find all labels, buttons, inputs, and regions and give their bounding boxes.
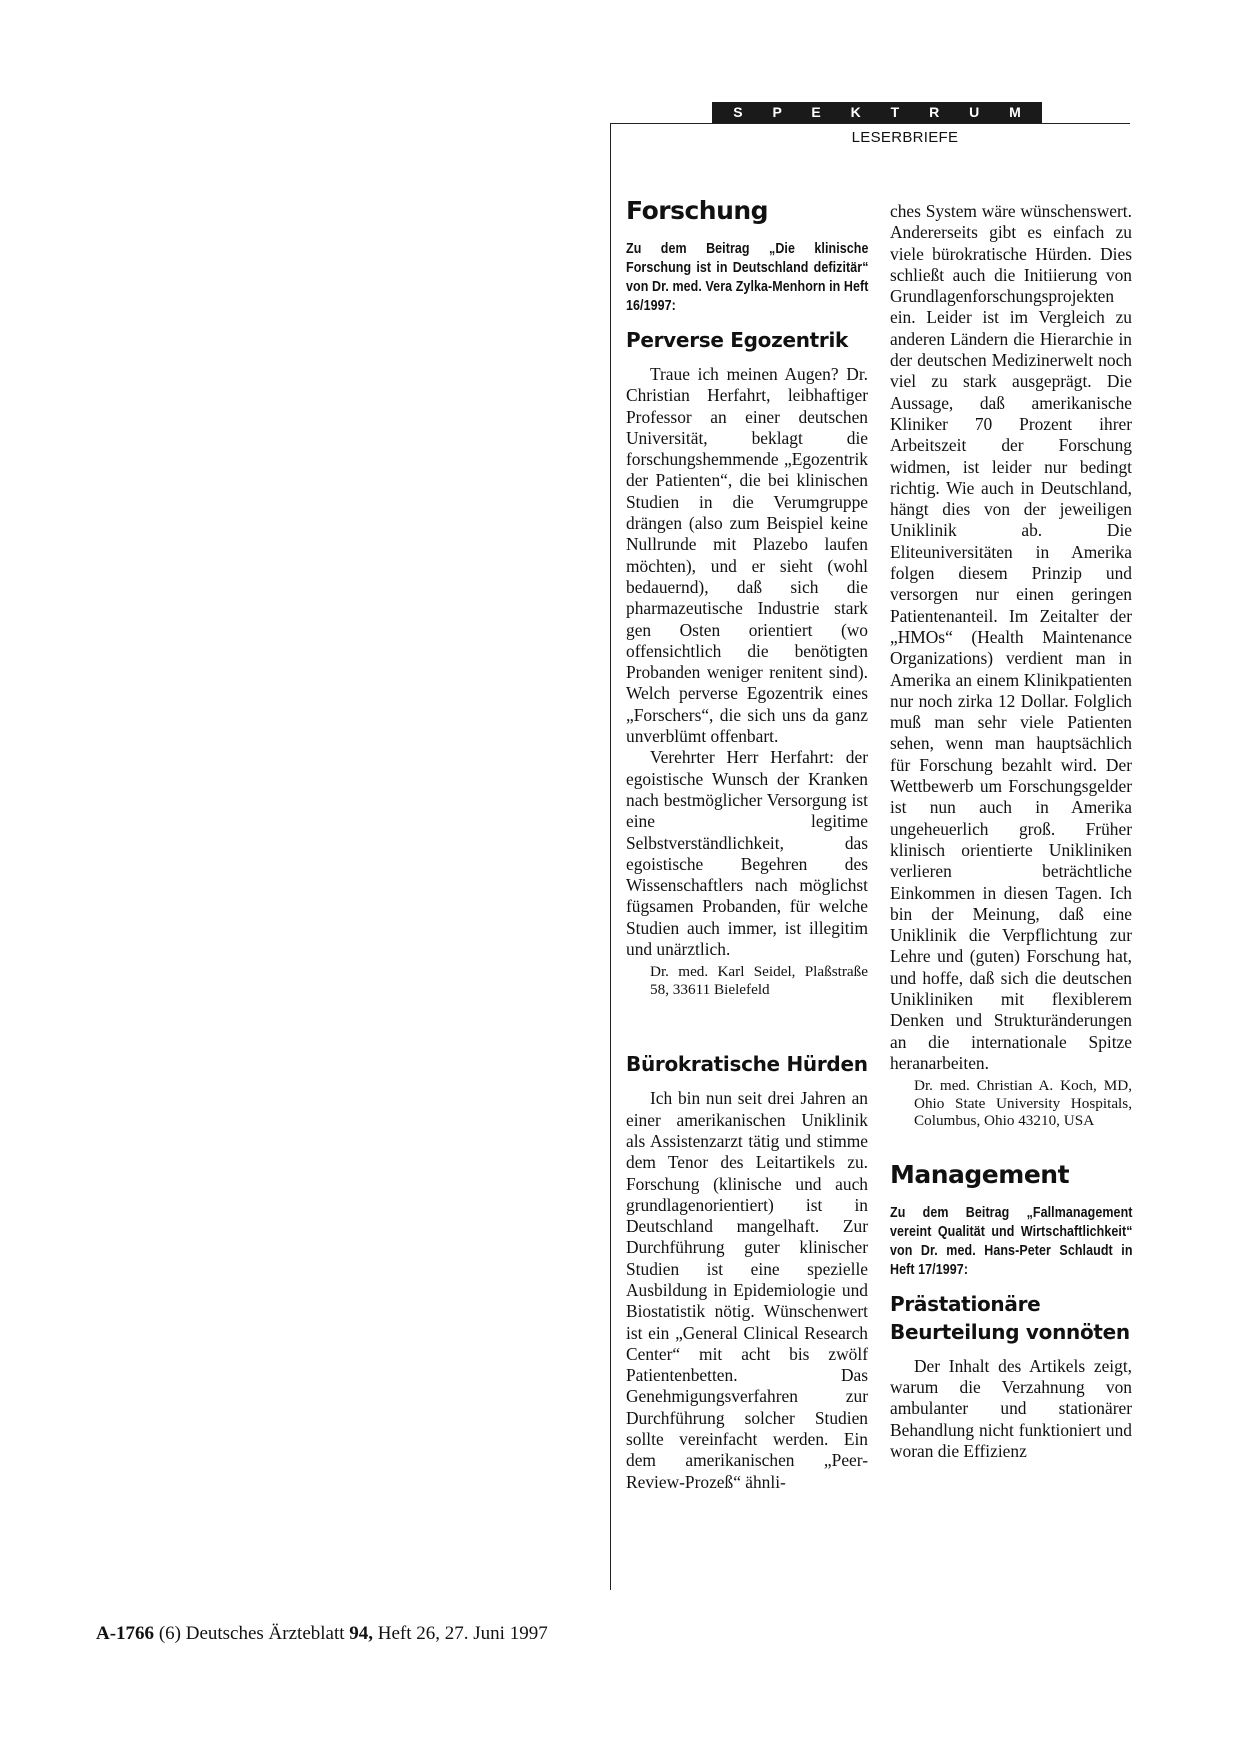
intro-management: Zu dem Beitrag „Fallmanagement vereint Qualität und Wirtschaftlichkeit“ von Dr. med. Hans-Peter Schlaudt in Heft 17/1997:	[890, 1204, 1133, 1278]
letter-signature: Dr. med. Karl Seidel, Plaßstraße 58, 33611 Bielefeld	[650, 963, 868, 998]
footer-journal: (6) Deutsches Ärzteblatt	[158, 1623, 345, 1644]
section-label: LESERBRIEFE	[851, 129, 959, 146]
letter-paragraph: Der Inhalt des Artikels zeigt, warum die Verzahnung von ambulanter und stationärer Behandlung nicht funktioniert und woran die Effizienz	[890, 1355, 1132, 1461]
section-title-management: Management	[890, 1159, 1070, 1189]
header-rule	[610, 123, 1130, 124]
column-1	[626, 196, 868, 1493]
page-footer	[96, 1623, 548, 1645]
section-title-forschung: Forschung	[626, 196, 769, 225]
letter-signature: Dr. med. Christian A. Koch, MD, Ohio State University Hospitals, Columbus, Ohio 43210, USA	[914, 1077, 1132, 1130]
letter-paragraph: Verehrter Herr Herfahrt: der egoistische Wunsch der Kranken nach bestmöglicher Versorgung ist eine legitime Selbstverständlichkeit, das egoistische Begehren des Wissenschaftlers nach möglichst fügsamen Probanden, für welche Studien auch immer, ist illegitim und unärztlich.	[626, 747, 868, 960]
spacer	[626, 998, 868, 1044]
letter-paragraph: Traue ich meinen Augen? Dr. Christian Herfahrt, leibhaftiger Professor an einer deutschen Universität, beklagt die forschungshemmende „Egozentrik der Patienten“, die bei klinischen Studien in die Verumgruppe drängen (also zum Beispiel keine Nullrunde mit Plazebo laufen möchten), und er sieht (wohl bedauernd), daß sich die pharmazeutische Industrie stark gen Osten orientiert (wo offensichtlich die benötigten Probanden weniger renitent sind). Welch perverse Egozentrik eines „Forschers“, die sich uns da ganz unverblümt offenbart.	[626, 364, 868, 747]
intro-forschung: Zu dem Beitrag „Die klinische Forschung ist in Deutschland defizitär“ von Dr. med. Vera Zylka-Menhorn in Heft 16/1997:	[626, 241, 869, 314]
footer-volume: 94,	[349, 1623, 374, 1644]
headline-perverse-egozentrik: Perverse Egozentrik	[626, 328, 849, 352]
spacer	[890, 1130, 1132, 1160]
spektrum-banner: S P E K T R U M	[712, 102, 1042, 123]
footer-issue: Heft 26, 27. Juni 1997	[377, 1623, 548, 1644]
headline-buerokratische-huerden: Bürokratische Hürden	[626, 1052, 868, 1077]
column-rule	[610, 123, 611, 1590]
headline-praestationaere-beurteilung: Prästationäre Beurteilung vonnöten	[890, 1291, 1130, 1344]
letter-paragraph-continued: ches System wäre wünschenswert. Andererseits gibt es einfach zu viele bürokratische Hürden. Dies schließt auch die Initiierung von Grundlagenforschungsprojekten ein. Leider ist im Vergleich zu anderen Ländern die Hierarchie in der deutschen Medizinerwelt noch viel zu stark ausgeprägt. Die Aussage, daß amerikanische Kliniker 70 Prozent ihrer Arbeitszeit der Forschung widmen, ist leider nur bedingt richtig. Wie auch in Deutschland, hängt dies von der jeweiligen Uniklinik ab. Die Eliteuniversitäten in Amerika folgen diesem Prinzip und versorgen nur einen geringen Patientenanteil. Im Zeitalter der „HMOs“ (Health Maintenance Organizations) verdient man in Amerika an einem Klinikpatienten nur noch zirka 12 Dollar. Folglich muß man sehr viele Patienten sehen, wenn man hauptsächlich für Forschung bezahlt wird. Der Wettbewerb um Forschungsgelder ist nun auch in Amerika ungeheuerlich groß. Früher klinisch orientierte Unikliniken verlieren beträchtliche Einkommen in diesen Tagen. Ich bin der Meinung, daß eine Uniklinik die Verpflichtung zur Lehre und (guten) Forschung hat, und hoffe, daß sich die deutschen Unikliniken mit flexiblerem Denken und Strukturänderungen an die internationale Spitze heranarbeiten.	[890, 201, 1132, 1073]
column-2	[890, 201, 1132, 1462]
letter-paragraph: Ich bin nun seit drei Jahren an einer amerikanischen Uniklinik als Assistenzarzt tätig und stimme dem Tenor des Leitartikels zu. Forschung (klinische und auch grundlagenorientiert) ist in Deutschland mangelhaft. Zur Durchführung guter klinischer Studien ist eine spezielle Ausbildung in Epidemiologie und Biostatistik nötig. Wünschenwert ist ein „General Clinical Research Center“ mit acht bis zwölf Patientenbetten. Das Genehmigungsverfahren zur Durchführung solcher Studien sollte vereinfacht werden. Ein dem amerikanischen „Peer-Review-Prozeß“ ähnli-	[626, 1088, 868, 1492]
page-number: A-1766	[96, 1623, 155, 1644]
